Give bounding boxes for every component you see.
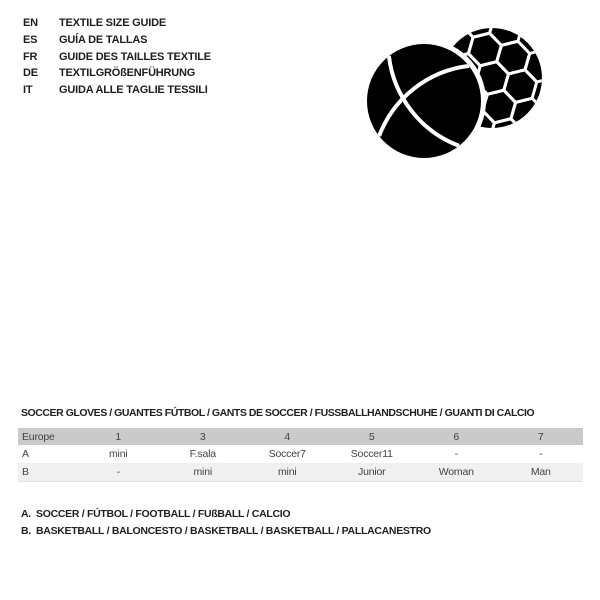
language-code: DE (23, 67, 38, 80)
language-row-it (23, 82, 211, 99)
language-label: TEXTILGRÖßENFÜHRUNG (59, 67, 196, 80)
table-cell: Man (530, 465, 551, 478)
table-cell: - (116, 465, 120, 478)
header-cell-size: 7 (537, 430, 544, 443)
footnotes (21, 505, 431, 540)
language-code: IT (23, 84, 33, 97)
header-cell-size: 1 (115, 430, 122, 443)
header-cell-size: 6 (453, 430, 460, 443)
table-cell: mini (278, 465, 297, 478)
language-row-en (23, 15, 211, 32)
footnote-text: SOCCER / FÚTBOL / FOOTBALL / FUßBALL / CALCIO (36, 507, 291, 520)
table-cell: mini (193, 465, 212, 478)
header-cell-size: 4 (284, 430, 291, 443)
header-cell-size: 5 (368, 430, 375, 443)
language-row-fr (23, 48, 211, 65)
language-code: EN (23, 17, 38, 30)
language-list (23, 15, 211, 98)
header-cell-size: 3 (199, 430, 206, 443)
table-cell: Woman (438, 465, 474, 478)
language-label: GUIDE DES TAILLES TEXTILE (59, 50, 211, 63)
size-table-title: SOCCER GLOVES / GUANTES FÚTBOL / GANTS DE SOCCER / FUSSBALLHANDSCHUHE / GUANTI DI CALCIO (21, 407, 535, 419)
size-table (18, 428, 583, 482)
table-header-row (18, 428, 583, 445)
table-cell: Soccer11 (350, 448, 393, 460)
row-label: A (22, 448, 29, 460)
table-row-basketball (18, 463, 583, 481)
header-cell-region: Europe (22, 430, 55, 443)
table-cell: mini (109, 448, 128, 460)
sports-balls-illustration (353, 3, 567, 195)
language-label: TEXTILE SIZE GUIDE (59, 17, 167, 30)
table-cell: Junior (358, 465, 386, 478)
table-cell: - (539, 448, 543, 460)
footnote-label: A. (21, 507, 31, 520)
language-label: GUIDA ALLE TAGLIE TESSILI (59, 84, 208, 97)
table-cell: Soccer7 (268, 448, 306, 460)
language-row-de (23, 65, 211, 82)
language-row-es (23, 32, 211, 49)
table-row-soccer (18, 445, 583, 463)
footnote-text: BASKETBALL / BALONCESTO / BASKETBALL / BASKETBALL / PALLACANESTRO (36, 525, 431, 538)
table-cell: F.sala (189, 448, 216, 460)
row-label: B (22, 465, 29, 478)
table-cell: - (454, 448, 458, 460)
language-code: ES (23, 34, 38, 47)
footnote-a (21, 505, 431, 523)
language-label: GUÍA DE TALLAS (59, 34, 148, 47)
footnote-b (21, 523, 431, 541)
footnote-label: B. (21, 525, 31, 538)
language-code: FR (23, 50, 38, 63)
